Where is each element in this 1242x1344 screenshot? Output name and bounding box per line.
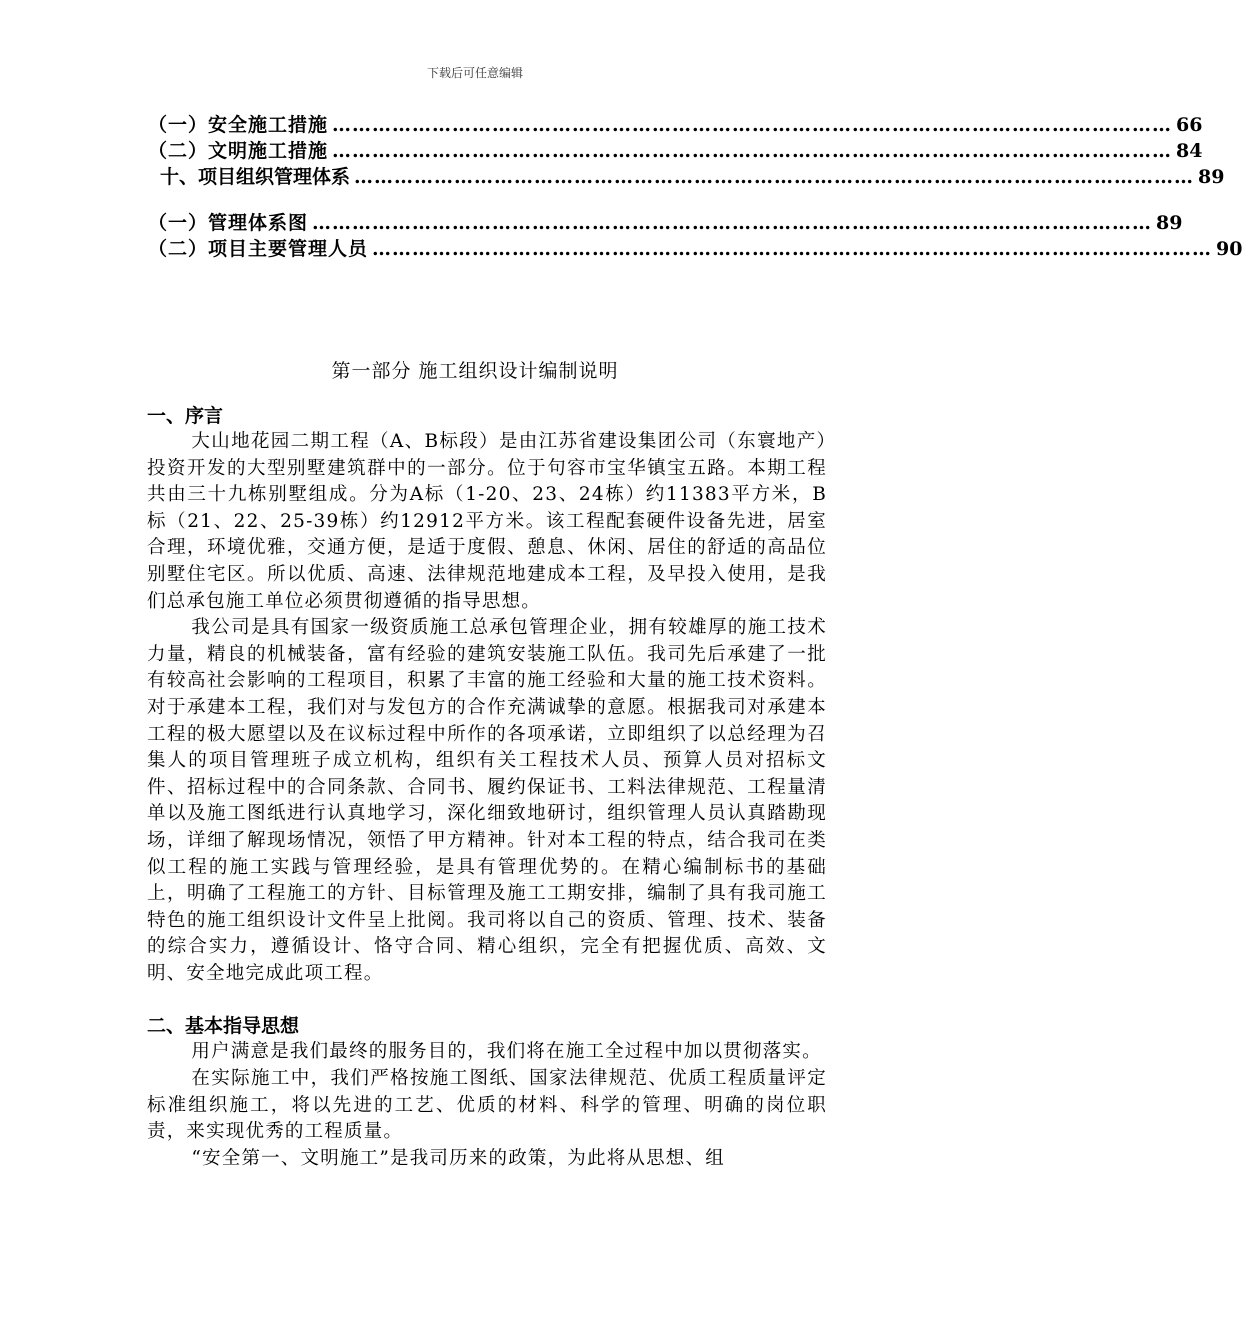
body-paragraph: 在实际施工中，我们严格按施工图纸、国家法律规范、优质工程质量评定标准组织施工，将以先进的工艺、优质的材料、科学的管理、明确的岗位职责，来实现优秀的工程质量。	[147, 1068, 827, 1143]
toc-entry-page: 89	[1156, 212, 1183, 234]
toc-leader-dots: ………………………………………………………………………………………………………………	[332, 114, 1173, 136]
toc-entry[interactable]	[148, 236, 1242, 262]
toc-entry[interactable]	[148, 164, 1225, 190]
toc-leader-dots: ………………………………………………………………………………………………………………	[372, 238, 1213, 260]
toc-entry-title: （一）安全施工措施	[148, 114, 329, 136]
toc-entry[interactable]	[148, 138, 1203, 164]
toc-entry-page: 90	[1216, 238, 1242, 260]
document-body	[147, 403, 827, 1172]
section-heading: 一、序言	[147, 405, 224, 427]
body-paragraph: 用户满意是我们最终的服务目的，我们将在施工全过程中加以贯彻落实。	[191, 1041, 822, 1063]
toc-entry-page: 84	[1176, 140, 1203, 162]
part-title: 第一部分 施工组织设计编制说明	[331, 360, 619, 382]
toc-entry[interactable]	[148, 112, 1203, 138]
toc-entry-page: 89	[1198, 166, 1225, 188]
toc-leader-dots: ………………………………………………………………………………………………………………	[354, 166, 1195, 188]
toc-leader-dots: ………………………………………………………………………………………………………………	[312, 212, 1153, 234]
toc-entry-title: 十、项目组织管理体系	[160, 166, 351, 188]
toc-entry-title: （二）文明施工措施	[148, 140, 329, 162]
table-of-contents	[148, 112, 1242, 262]
section-heading: 二、基本指导思想	[147, 1015, 300, 1038]
toc-spacer	[148, 190, 788, 210]
toc-entry-page: 66	[1176, 114, 1203, 136]
body-paragraph: “安全第一、文明施工”是我司历来的政策，为此将从思想、组	[191, 1147, 725, 1169]
page-header-note: 下载后可任意编辑	[426, 66, 523, 80]
toc-entry-title: （二）项目主要管理人员	[148, 238, 369, 260]
section-spacer	[147, 987, 827, 1013]
body-paragraph: 大山地花园二期工程（A、B标段）是由江苏省建设集团公司（东寰地产）投资开发的大型别墅建筑群中的一部分。位于句容市宝华镇宝五路。本期工程共由三十九栋别墅组成。分为A标（1-20、23、24栋）约11383平方米，B标（21、22、25-39栋）约12912平方米。该工程配套硬件设备先进，居室合理，环境优雅，交通方便，是适于度假、憩息、休闲、居住的舒适的高品位别墅住宅区。所以优质、高速、法律规范地建成本工程，及早投入使用，是我们总承包施工单位必须贯彻遵循的指导思想。	[147, 431, 827, 612]
toc-entry[interactable]	[148, 210, 1183, 236]
toc-leader-dots: ………………………………………………………………………………………………………………	[332, 140, 1173, 162]
toc-entry-title: （一）管理体系图	[148, 212, 309, 234]
body-paragraph: 我公司是具有国家一级资质施工总承包管理企业，拥有较雄厚的施工技术力量，精良的机械装备，富有经验的建筑安装施工队伍。我司先后承建了一批有较高社会影响的工程项目，积累了丰富的施工经验和大量的施工技术资料。对于承建本工程，我们对与发包方的合作充满诚挚的意愿。根据我司对承建本工程的极大愿望以及在议标过程中所作的各项承诺，立即组织了以总经理为召集人的项目管理班子成立机构，组织有关工程技术人员、预算人员对招标文件、招标过程中的合同条款、合同书、履约保证书、工料法律规范、工程量清单以及施工图纸进行认真地学习，深化细致地研讨，组织管理人员认真踏勘现场，详细了解现场情况，领悟了甲方精神。针对本工程的特点，结合我司在类似工程的施工实践与管理经验，是具有管理优势的。在精心编制标书的基础上，明确了工程施工的方针、目标管理及施工工期安排，编制了具有我司施工特色的施工组织设计文件呈上批阅。我司将以自己的资质、管理、技术、装备的综合实力，遵循设计、恪守合同、精心组织，完全有把握优质、高效、文明、安全地完成此项工程。	[147, 617, 827, 984]
